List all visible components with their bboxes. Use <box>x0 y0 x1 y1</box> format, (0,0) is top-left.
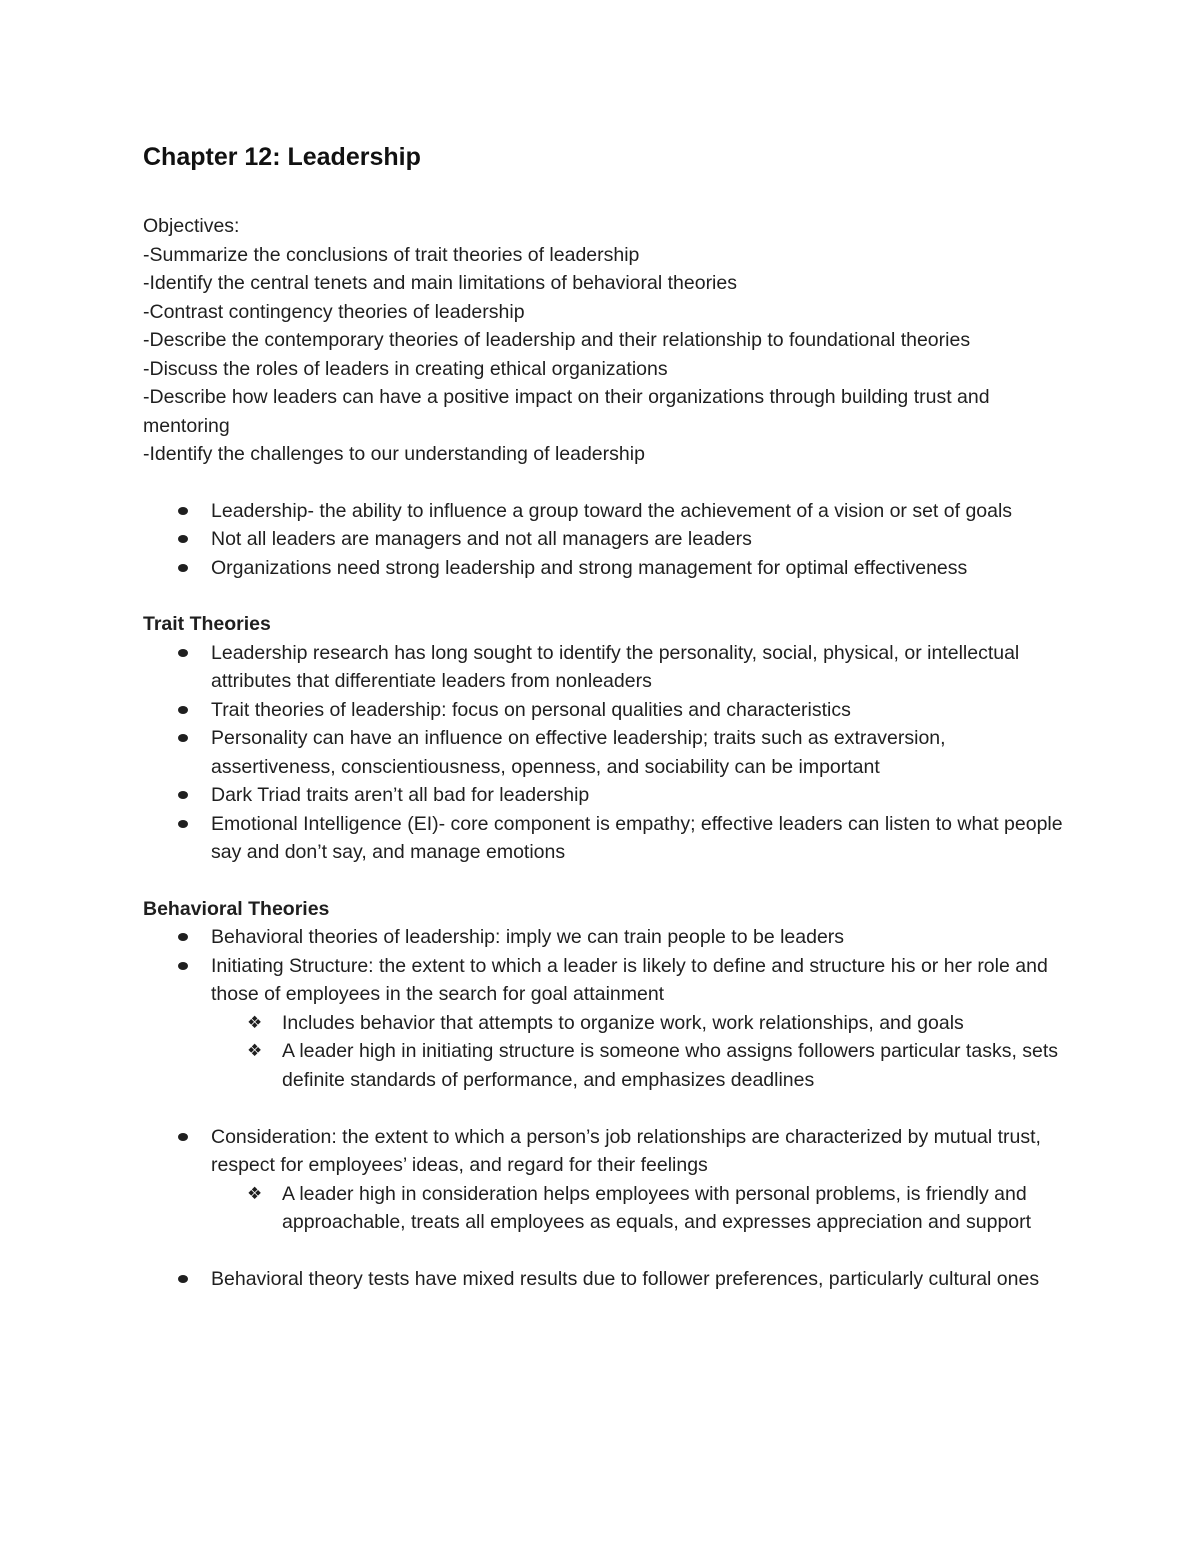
list-item <box>143 724 1073 781</box>
list-item <box>143 810 1073 867</box>
bullet-dot-icon <box>178 1133 188 1141</box>
bullet-text: Leadership research has long sought to identify the personality, social, physical, or intellectual attributes that differentiate leaders from nonleaders <box>211 641 1020 692</box>
objective-item: -Describe the contemporary theories of leadership and their relationship to foundational theories <box>143 329 971 351</box>
bullet-dot-icon <box>178 734 188 742</box>
bullet-dot-icon <box>178 962 188 970</box>
objectives-block <box>143 212 1073 469</box>
page-title: Chapter 12: Leadership <box>143 143 421 171</box>
bullet-dot-icon <box>178 649 188 657</box>
sub-bullet-text: Includes behavior that attempts to organize work, work relationships, and goals <box>282 1011 964 1034</box>
bullet-dot-icon <box>178 933 188 941</box>
list-item <box>143 497 1073 526</box>
objective-item: -Describe how leaders can have a positive impact on their organizations through building trust and mentoring <box>143 386 990 437</box>
spacer <box>143 1094 1073 1123</box>
behavioral-bullet-list <box>143 1265 1073 1294</box>
diamond-bullet-icon: ❖ <box>247 1012 263 1032</box>
spacer <box>143 1237 1073 1266</box>
sub-bullet-text: A leader high in consideration helps employees with personal problems, is friendly and approachable, treats all employees as equals, and expresses appreciation and support <box>282 1182 1032 1233</box>
sub-bullet-list <box>211 1180 1073 1237</box>
sub-list-item <box>211 1037 1073 1094</box>
bullet-text: Personality can have an influence on effective leadership; traits such as extraversion, assertiveness, conscientiousness, openness, and sociability can be important <box>211 727 946 778</box>
bullet-dot-icon <box>178 564 188 572</box>
bullet-text: Leadership- the ability to influence a group toward the achievement of a vision or set of goals <box>211 499 1013 522</box>
objective-item: -Identify the central tenets and main limitations of behavioral theories <box>143 272 737 294</box>
bullet-dot-icon <box>178 791 188 799</box>
section-heading: Behavioral Theories <box>143 897 330 920</box>
behavioral-bullet-list <box>143 1123 1073 1237</box>
bullet-text: Behavioral theory tests have mixed results due to follower preferences, particularly cultural ones <box>211 1268 1040 1290</box>
bullet-dot-icon <box>178 507 188 515</box>
objective-item: -Identify the challenges to our understanding of leadership <box>143 443 645 465</box>
objective-item: -Summarize the conclusions of trait theories of leadership <box>143 243 640 266</box>
bullet-text: Behavioral theories of leadership: imply we can train people to be leaders <box>211 926 845 948</box>
trait-theories-section <box>143 610 1073 867</box>
trait-bullet-list <box>143 639 1073 867</box>
document-page <box>143 138 1073 1294</box>
list-item <box>143 554 1073 583</box>
list-item <box>143 1123 1073 1237</box>
bullet-text: Emotional Intelligence (EI)- core component is empathy; effective leaders can listen to what people say and don’t say, and manage emotions <box>211 812 1063 863</box>
diamond-bullet-icon: ❖ <box>247 1183 263 1203</box>
sub-list-item <box>211 1180 1073 1237</box>
list-item <box>143 923 1073 952</box>
bullet-dot-icon <box>178 820 188 828</box>
behavioral-theories-section <box>143 895 1073 1294</box>
bullet-text: Not all leaders are managers and not all managers are leaders <box>211 528 752 550</box>
list-item <box>143 952 1073 1095</box>
objectives-label: Objectives: <box>143 215 240 237</box>
bullet-dot-icon <box>178 706 188 714</box>
list-item <box>143 1265 1073 1294</box>
sub-list-item <box>211 1009 1073 1038</box>
sub-bullet-text: A leader high in initiating structure is someone who assigns followers particular tasks, sets definite standards of performance, and emphasizes deadlines <box>282 1040 1059 1091</box>
list-item <box>143 781 1073 810</box>
bullet-dot-icon <box>178 1275 188 1283</box>
bullet-text: Dark Triad traits aren’t all bad for leadership <box>211 784 590 806</box>
objective-item: -Discuss the roles of leaders in creating ethical organizations <box>143 357 668 380</box>
behavioral-bullet-list <box>143 923 1073 1094</box>
bullet-text: Consideration: the extent to which a person’s job relationships are characterized by mutual trust, respect for employees’ ideas, and regard for their feelings <box>211 1125 1041 1176</box>
sub-bullet-list <box>211 1009 1073 1095</box>
intro-bullet-list <box>143 497 1073 583</box>
bullet-text: Trait theories of leadership: focus on personal qualities and characteristics <box>211 698 851 721</box>
bullet-text: Organizations need strong leadership and strong management for optimal effectiveness <box>211 556 968 579</box>
list-item <box>143 696 1073 725</box>
bullet-dot-icon <box>178 535 188 543</box>
list-item <box>143 639 1073 696</box>
section-heading: Trait Theories <box>143 613 271 635</box>
list-item <box>143 525 1073 554</box>
diamond-bullet-icon: ❖ <box>247 1041 263 1060</box>
objective-item: -Contrast contingency theories of leadership <box>143 300 525 323</box>
bullet-text: Initiating Structure: the extent to which a leader is likely to define and structure his or her role and those of employees in the search for goal attainment <box>211 954 1048 1005</box>
